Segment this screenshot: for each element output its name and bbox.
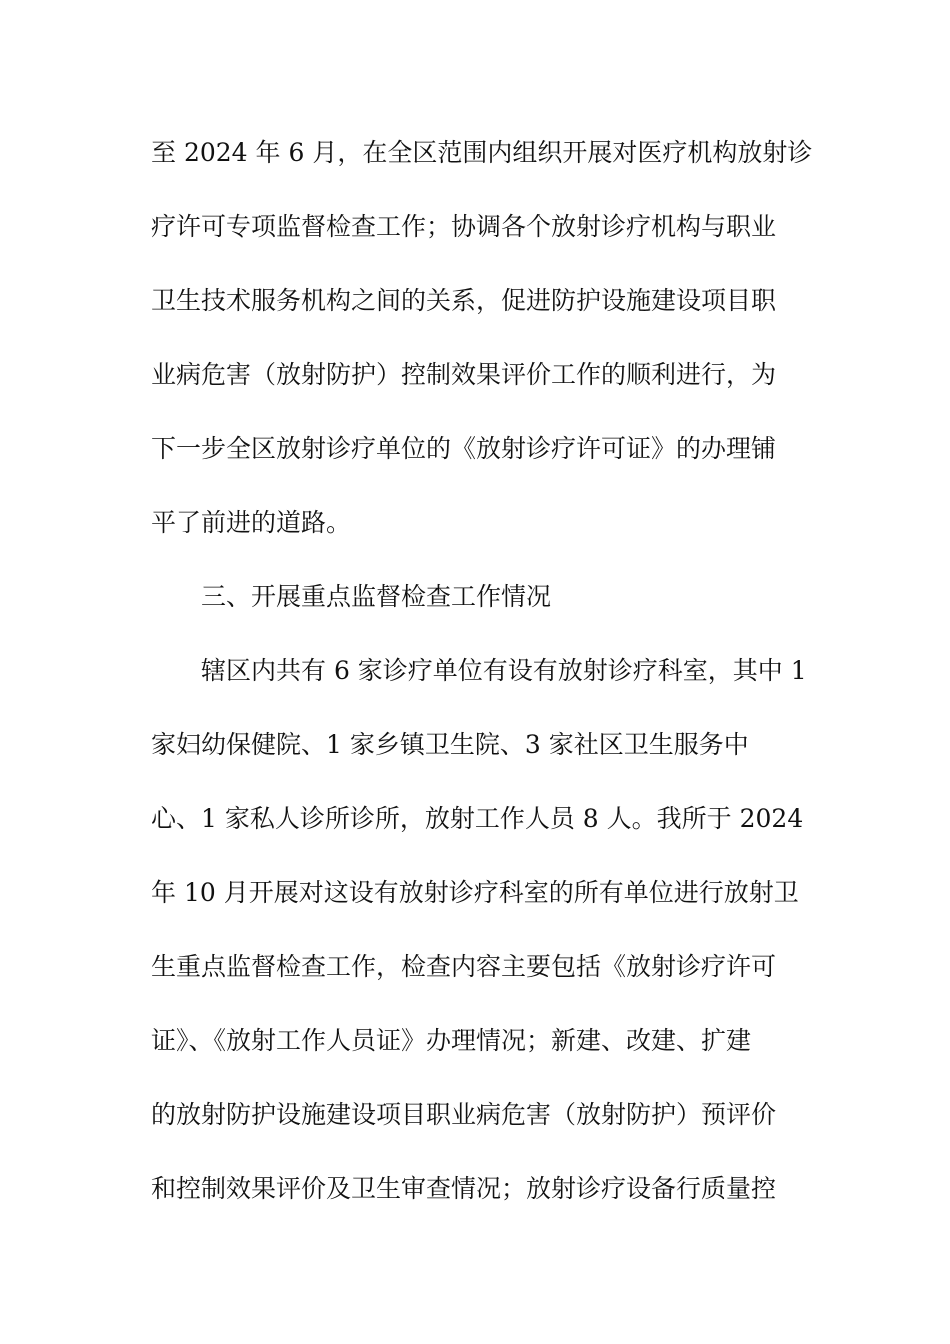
paragraph-line: 年 10 月开展对这设有放射诊疗科室的所有单位进行放射卫 [151, 878, 799, 907]
paragraph-line: 疗许可专项监督检查工作；协调各个放射诊疗机构与职业 [151, 212, 777, 241]
paragraph-line: 下一步全区放射诊疗单位的《放射诊疗许可证》的办理铺 [151, 434, 777, 463]
paragraph-line: 业病危害（放射防护）控制效果评价工作的顺利进行，为 [151, 360, 777, 389]
paragraph-line: 家妇幼保健院、1 家乡镇卫生院、3 家社区卫生服务中 [151, 730, 749, 759]
paragraph-line: 的放射防护设施建设项目职业病危害（放射防护）预评价 [151, 1100, 777, 1129]
paragraph-line: 至 2024 年 6 月，在全区范围内组织开展对医疗机构放射诊 [151, 138, 813, 167]
paragraph-line: 和控制效果评价及卫生审查情况；放射诊疗设备行质量控 [151, 1174, 777, 1203]
paragraph-line: 生重点监督检查工作，检查内容主要包括《放射诊疗许可 [151, 952, 777, 981]
section-heading: 三、开展重点监督检查工作情况 [201, 582, 552, 611]
paragraph-line: 卫生技术服务机构之间的关系，促进防护设施建设项目职 [151, 286, 777, 315]
paragraph-line: 辖区内共有 6 家诊疗单位有设有放射诊疗科室，其中 1 [201, 656, 807, 685]
paragraph-line: 证》、《放射工作人员证》办理情况；新建、改建、扩建 [151, 1026, 752, 1055]
paragraph-line: 平了前进的道路。 [151, 508, 352, 537]
paragraph-line: 心、1 家私人诊所诊所，放射工作人员 8 人。我所于 2024 [151, 804, 804, 833]
